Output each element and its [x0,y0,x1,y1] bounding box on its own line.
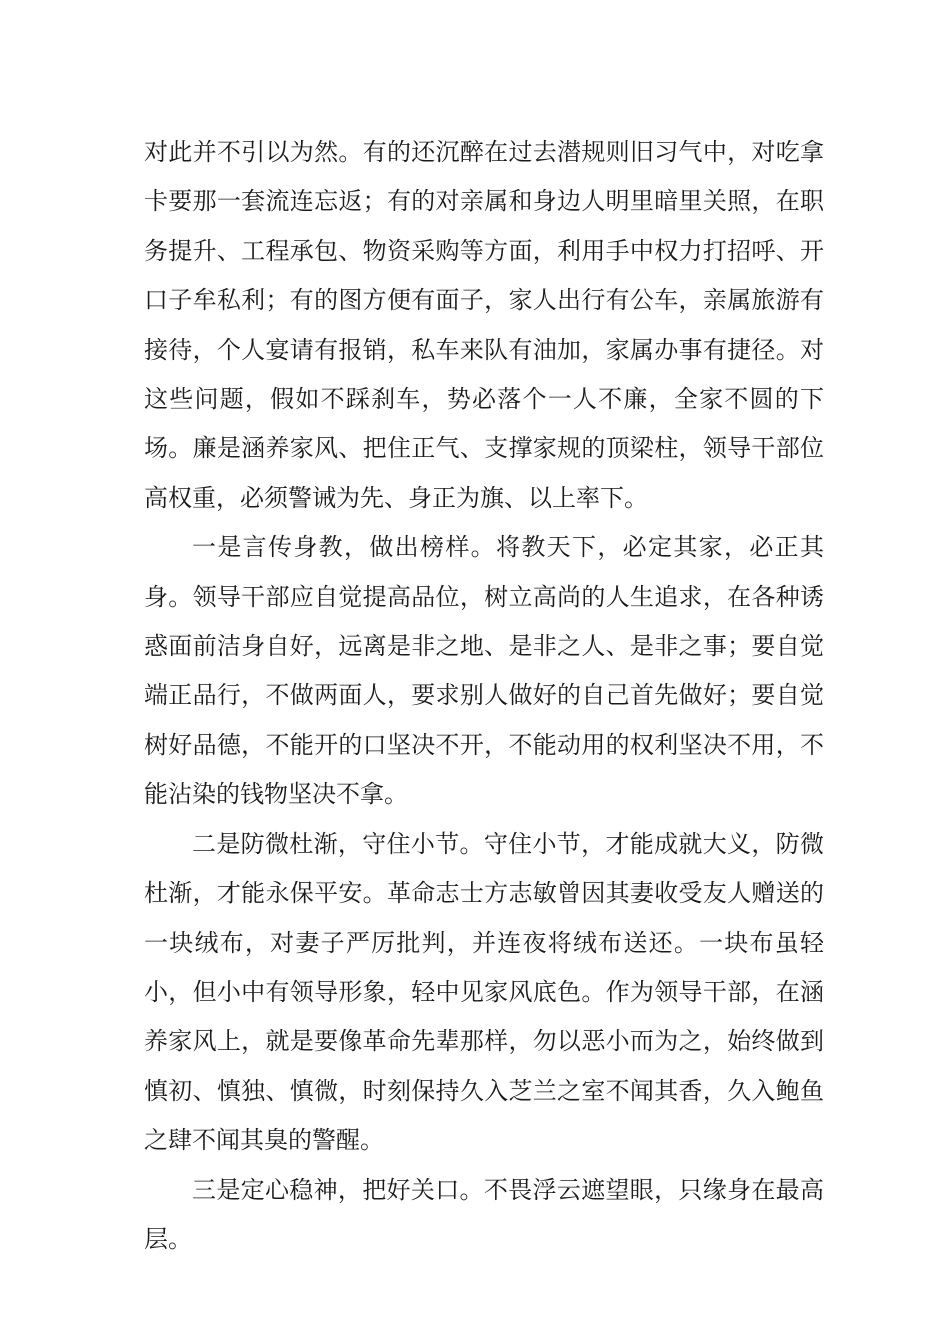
paragraph-2: 一是言传身教，做出榜样。将教天下，必定其家，必正其身。领导干部应自觉提高品位，树立高尚的人生追求，在各种诱惑面前洁身自好，远离是非之地、是非之人、是非之事；要自觉端正品行，不做两面人，要求别人做好的自己首先做好；要自觉树好品德，不能开的口坚决不开，不能动用的权利坚决不用，不能沾染的钱物坚决不拿。 [144,533,824,809]
paragraph-3: 二是防微杜渐，守住小节。守住小节，才能成就大义，防微杜渐，才能永保平安。革命志士方志敏曾因其妻收受友人赠送的一块绒布，对妻子严厉批判，并连夜将绒布送还。一块布虽轻小，但小中有领导形象，轻中见家风底色。作为领导干部，在涵养家风上，就是要像革命先辈那样，勿以恶小而为之，始终做到慎初、慎独、慎微，时刻保持久入芝兰之室不闻其香，久入鲍鱼之肆不闻其臭的警醒。 [144,829,824,1155]
document-body [144,128,824,1264]
paragraph-1: 对此并不引以为然。有的还沉醉在过去潜规则旧习气中，对吃拿卡要那一套流连忘返；有的对亲属和身边人明里暗里关照，在职务提升、工程承包、物资采购等方面，利用手中权力打招呼、开口子牟私利；有的图方便有面子，家人出行有公车，亲属旅游有接待，个人宴请有报销，私车来队有油加，家属办事有捷径。对这些问题，假如不踩刹车，势必落个一人不廉，全家不圆的下场。廉是涵养家风、把住正气、支撑家规的顶梁柱，领导干部位高权重，必须警诫为先、身正为旗、以上率下。 [144,138,824,512]
paragraph-4: 三是定心稳神，把好关口。不畏浮云遮望眼，只缘身在最高层。 [144,1175,824,1253]
